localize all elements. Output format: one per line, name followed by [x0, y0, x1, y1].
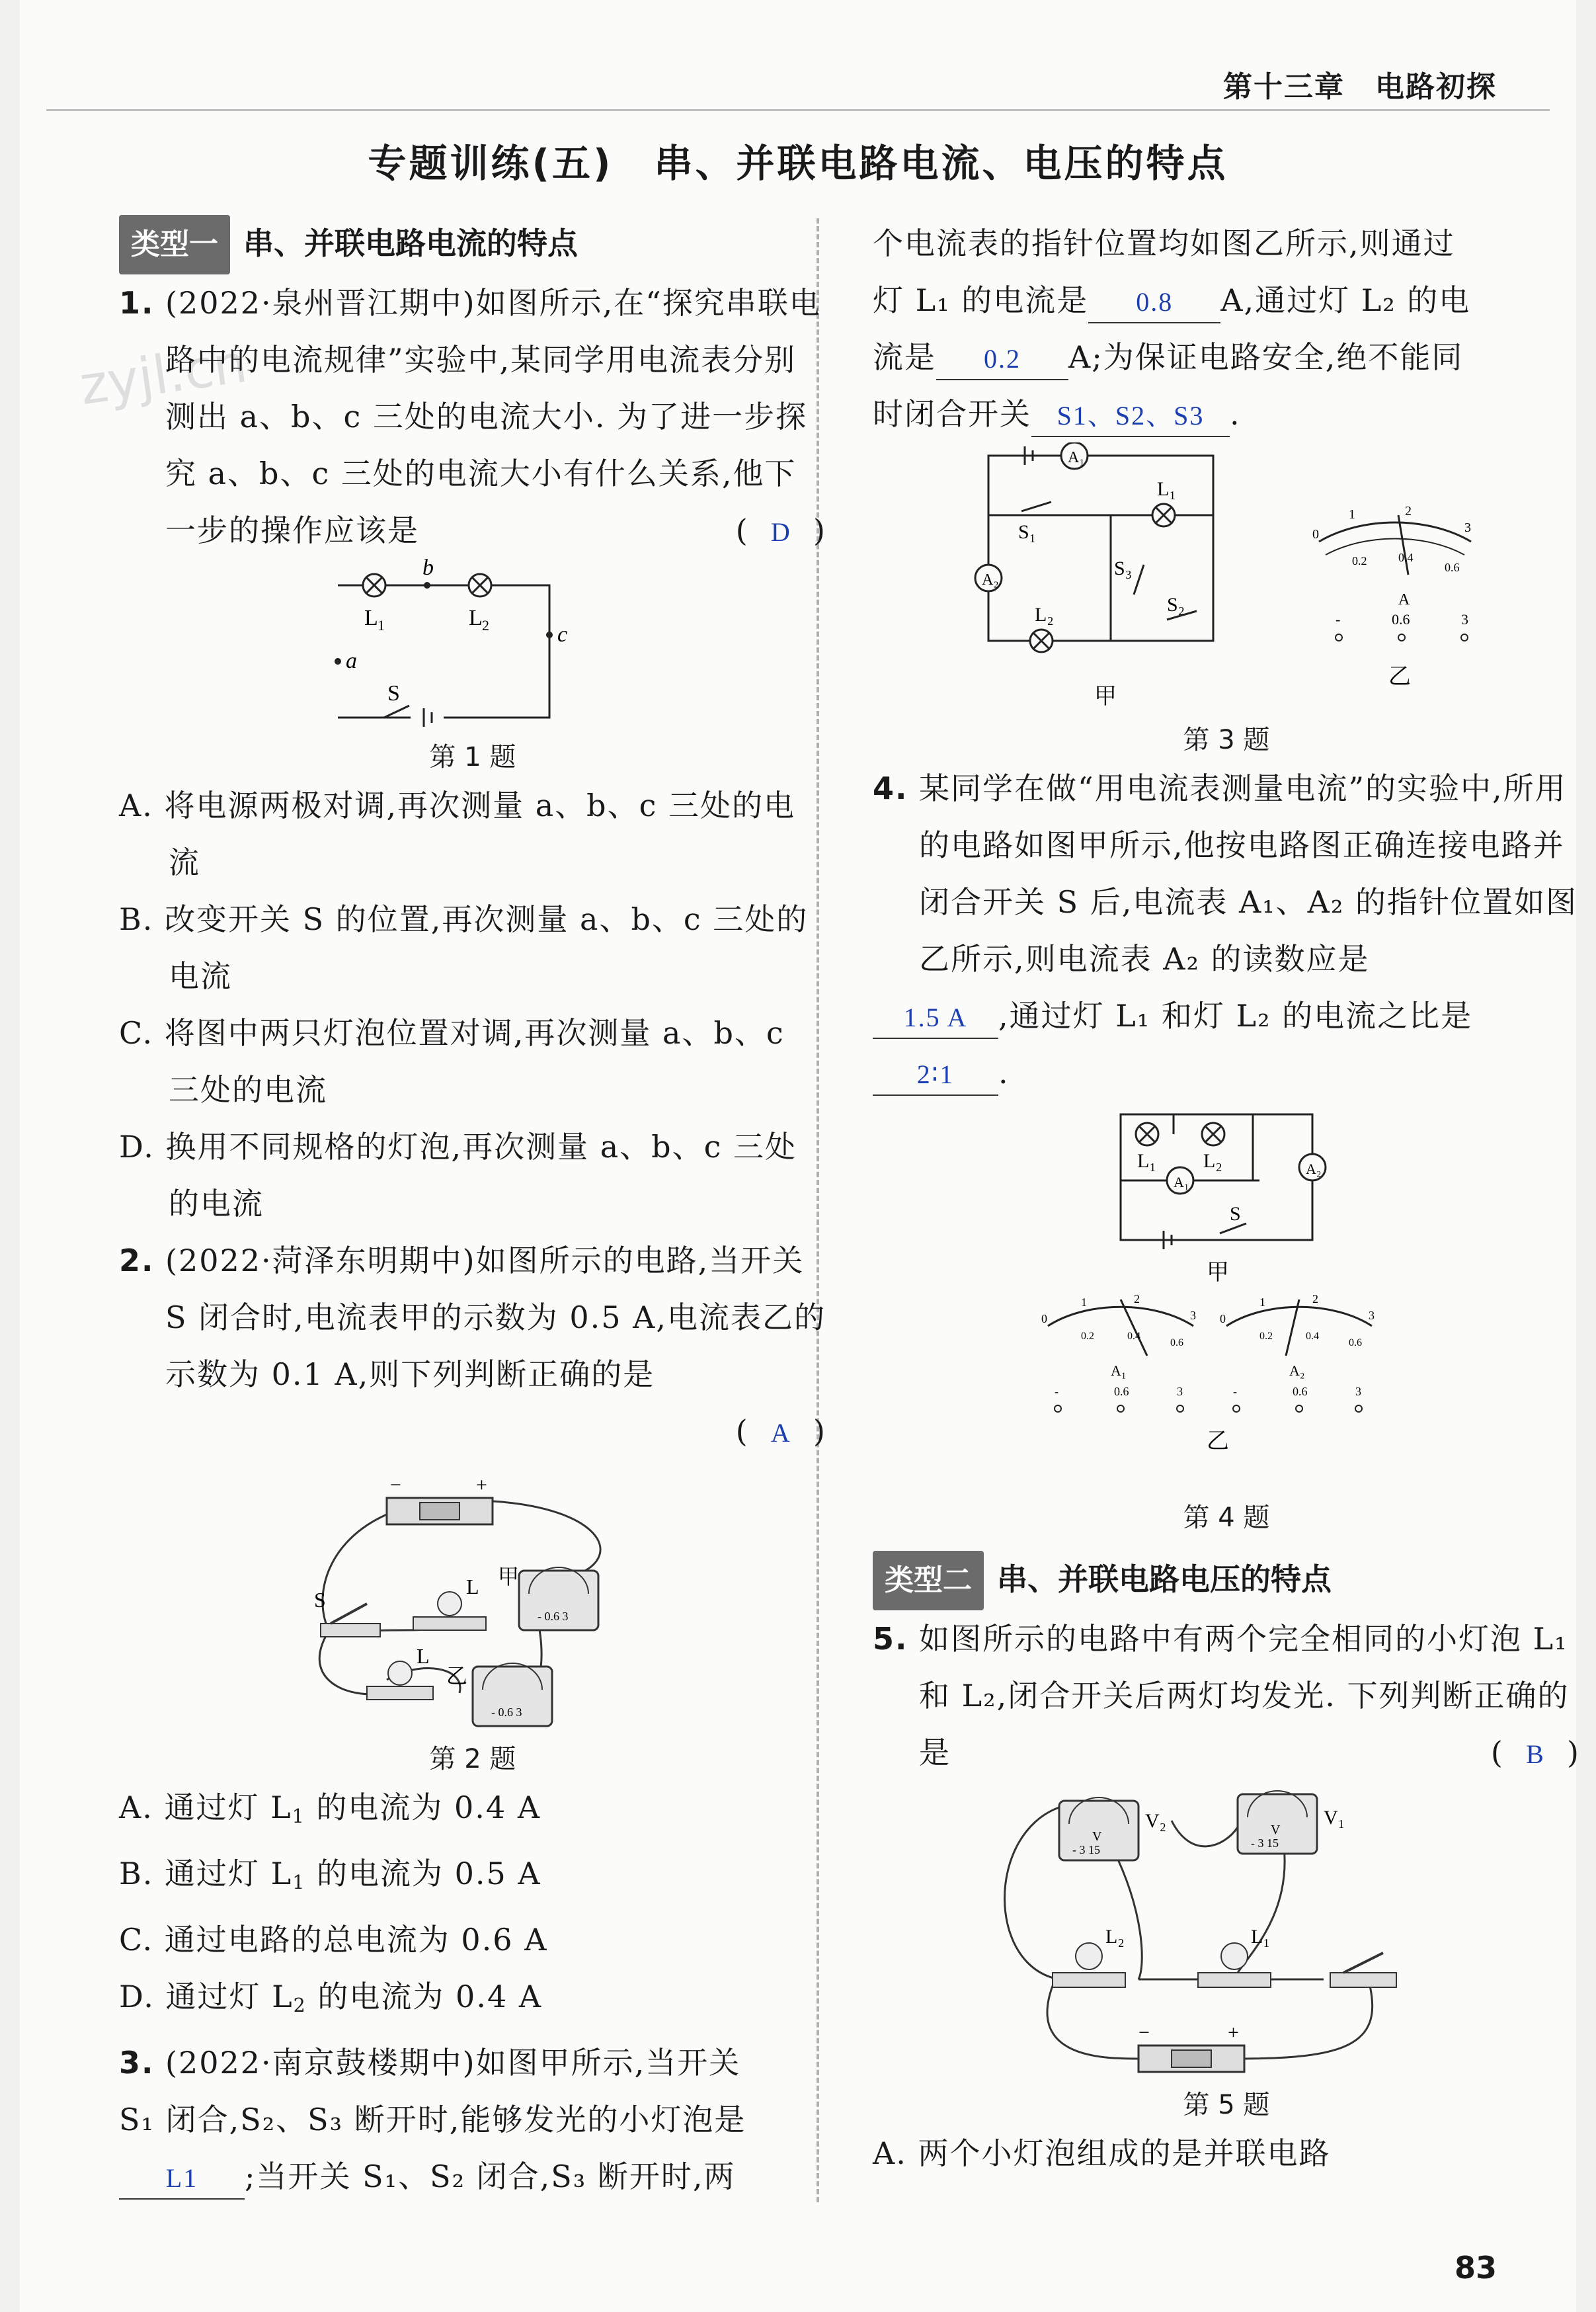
svg-text:3: 3	[1464, 520, 1471, 535]
q1-figure	[311, 559, 589, 737]
q4-blank-1: 1.5 A	[873, 998, 998, 1039]
q4-figure	[942, 1101, 1511, 1498]
q3-figure	[942, 442, 1511, 720]
q4-fig-yi: 乙	[1207, 1429, 1229, 1454]
svg-text:0.6: 0.6	[1170, 1337, 1183, 1348]
q3-text-3: ;当开关 S₁、S₂ 闭合,S₃ 断开时,两	[245, 2159, 736, 2195]
section-2-badge: 类型二	[873, 1551, 984, 1610]
q1-lamp-l2	[469, 574, 491, 597]
q5-voltmeter-v1	[1238, 1791, 1317, 1854]
svg-text:0: 0	[1312, 527, 1319, 542]
q3-blank-3: 0.2	[936, 339, 1068, 380]
q1-label-l1: L	[364, 606, 379, 630]
q3-line-6: 流是 0.2 A;为保证电路安全,绝不能同	[873, 329, 1580, 386]
svg-text:2: 2	[1312, 1292, 1318, 1305]
q2-number: 2.	[119, 1243, 155, 1278]
q3-number: 3.	[119, 2045, 155, 2081]
q5-minus: −	[1138, 2022, 1150, 2044]
svg-text:1: 1	[1259, 1296, 1265, 1309]
q5-label-v2: V₂	[1145, 1810, 1167, 1832]
q3-label-l1: L₁	[1157, 478, 1176, 500]
q4-line-3: 2∶1 .	[873, 1044, 1580, 1101]
question-2	[119, 1232, 826, 1403]
question-3-start	[119, 2034, 826, 2091]
q2-option-c: C. 通过电路的总电流为 0.6 A	[119, 1922, 548, 1958]
q4-ammeter-a1	[1167, 1167, 1193, 1194]
q3-label-l2: L₂	[1035, 604, 1054, 626]
svg-text:0.6: 0.6	[1293, 1385, 1308, 1398]
svg-text:0: 0	[1220, 1312, 1226, 1325]
q1-lamp-l1	[363, 574, 385, 597]
svg-text:A₁: A₁	[1068, 449, 1085, 466]
svg-text:0: 0	[1041, 1312, 1047, 1325]
q3-label-s2: S₂	[1167, 594, 1185, 616]
svg-text:A₂: A₂	[982, 571, 999, 589]
question-4	[873, 760, 1580, 987]
q1-option-a: A. 将电源两极对调,再次测量 a、b、c 三处的电流	[119, 788, 795, 880]
section-1-badge: 类型一	[119, 215, 230, 274]
q3-ammeter-a1	[1061, 442, 1088, 469]
svg-text:0.6: 0.6	[1392, 611, 1410, 628]
q5-figure	[973, 1781, 1436, 2085]
svg-text:0.4: 0.4	[1127, 1331, 1140, 1342]
q3-blank-4: S1、S2、S3	[1031, 396, 1230, 437]
q5-plus: +	[1228, 2022, 1240, 2044]
q4-lamp-l2	[1202, 1123, 1224, 1145]
q5-caption: 第 5 题	[1183, 2090, 1270, 2120]
svg-text:0.4: 0.4	[1398, 551, 1414, 564]
q2-answer-line: ( A )	[735, 1413, 826, 1449]
svg-text:V: V	[1092, 1829, 1102, 1844]
q4-ammeter-a2	[1299, 1154, 1326, 1180]
q1-label-a: a	[346, 649, 358, 673]
q5-answer-bracket: ( B )	[1490, 1735, 1580, 1770]
svg-text:3: 3	[1461, 611, 1468, 628]
q4-meter-a2	[1220, 1292, 1375, 1412]
section-2-title: 串、并联电路电压的特点	[997, 1561, 1332, 1597]
svg-text:V: V	[1271, 1823, 1281, 1837]
q3-blank-1: L1	[119, 2159, 245, 2200]
q4-blank-2: 2∶1	[873, 1055, 998, 1096]
q1-option-c: C. 将图中两只灯泡位置对调,再次测量 a、b、c 三处的电流	[119, 1015, 785, 1108]
q2-label-l2: L	[417, 1644, 430, 1668]
q3-meter-face	[1312, 504, 1471, 641]
q3-line-5: 灯 L₁ 的电流是 0.8 A,通过灯 L₂ 的电	[873, 272, 1580, 329]
q3-text-1: (2022·南京鼓楼期中)如图甲所示,当开关	[165, 2045, 741, 2081]
svg-text:- 3 15: - 3 15	[1072, 1843, 1101, 1856]
svg-text:0.2: 0.2	[1081, 1331, 1094, 1342]
q3-line-7: 时闭合开关 S1、S2、S3 .	[873, 386, 1580, 442]
svg-text:0.4: 0.4	[1306, 1331, 1319, 1342]
q3-text-4: 个电流表的指针位置均如图乙所示,则通过	[873, 226, 1455, 261]
q5-label-l1: L₁	[1251, 1926, 1271, 1948]
q3-text-2: S₁ 闭合,S₂、S₃ 断开时,能够发光的小灯泡是	[119, 2102, 746, 2138]
q3-lamp-l2	[1030, 630, 1053, 652]
q2-label-yi: 乙	[446, 1664, 468, 1688]
svg-text:0.6: 0.6	[1445, 561, 1460, 574]
q1-answer-bracket: ( D )	[735, 513, 826, 548]
q5-lamp-l1	[1198, 1943, 1271, 1987]
q2-option-b: B. 通过灯 $L_1$ 的电流为 0.5 A	[119, 1856, 541, 1894]
q4-label-l1: L₁	[1137, 1150, 1156, 1172]
svg-text:2: 2	[1134, 1292, 1140, 1305]
q4-caption: 第 4 题	[1183, 1503, 1270, 1533]
q5-label-v1: V₁	[1324, 1807, 1345, 1829]
svg-text:0.2: 0.2	[1352, 554, 1367, 567]
svg-text:A₂: A₂	[1289, 1362, 1305, 1379]
q1-label-c: c	[557, 622, 568, 647]
section-1-heading	[119, 215, 826, 274]
q2-figure	[288, 1462, 658, 1739]
svg-text:0.6: 0.6	[1349, 1337, 1362, 1348]
q1-label-s: S	[387, 681, 401, 706]
section-1-title: 串、并联电路电流的特点	[243, 226, 578, 261]
svg-text:3: 3	[1355, 1385, 1361, 1398]
q1-label-l2-sub: 2	[482, 617, 490, 634]
q5-option-a: A. 两个小灯泡组成的是并联电路	[873, 2135, 1331, 2171]
q2-label-s: S	[314, 1588, 326, 1612]
q3-fig-jia: 甲	[1094, 684, 1117, 709]
q2-jia-scale: - 0.6 3	[538, 1610, 569, 1623]
q3-line-3	[119, 2148, 826, 2205]
page-number: 83	[1454, 2250, 1497, 2286]
q1-text: (2022·泉州晋江期中)如图所示,在“探究串联电路中的电流规律”实验中,某同学用电流表分别测出 a、b、c 三处的电流大小. 为了进一步探究 a、b、c 三处的电流大小有什么关系,他下一步的操作应该是	[165, 285, 821, 548]
question-5	[873, 1610, 1580, 1781]
page-title: 专题训练(五) 串、并联电路电流、电压的特点	[368, 141, 1228, 186]
q2-minus: −	[390, 1474, 401, 1496]
q1-label-l2: L	[469, 606, 483, 630]
svg-text:1: 1	[1349, 507, 1355, 522]
svg-text:-: -	[1233, 1385, 1237, 1398]
q3-label-s3: S₃	[1114, 557, 1133, 579]
right-column	[873, 215, 1580, 2182]
q1-option-b: B. 改变开关 S 的位置,再次测量 a、b、c 三处的电流	[119, 901, 809, 994]
q4-lamp-l1	[1136, 1123, 1158, 1145]
svg-text:3: 3	[1177, 1385, 1183, 1398]
q4-label-s: S	[1230, 1203, 1241, 1225]
svg-text:-: -	[1336, 611, 1341, 628]
q5-voltmeter-v2	[1059, 1797, 1138, 1860]
q2-switch	[321, 1604, 380, 1637]
svg-text:-: -	[1055, 1385, 1058, 1398]
watermark: zyjl.cn	[75, 332, 251, 417]
svg-text:A: A	[1398, 591, 1410, 608]
q2-text: (2022·菏泽东明期中)如图所示的电路,当开关 S 闭合时,电流表甲的示数为 0.5 A,电流表乙的示数为 0.1 A,则下列判断正确的是	[165, 1243, 826, 1392]
q1-answer: D	[770, 517, 791, 547]
svg-text:A₁: A₁	[1174, 1174, 1189, 1190]
q5-label-l2: L₂	[1105, 1926, 1125, 1948]
svg-text:1: 1	[1081, 1296, 1087, 1309]
q2-battery	[387, 1498, 493, 1524]
q3-lamp-l1	[1152, 504, 1175, 526]
q4-number: 4.	[873, 770, 908, 806]
q5-text: 如图所示的电路中有两个完全相同的小灯泡 L₁ 和 L₂,闭合开关后两灯均发光. 下列判断正确的是	[919, 1621, 1570, 1770]
q4-line-2: 1.5 A ,通过灯 L₁ 和灯 L₂ 的电流之比是	[873, 987, 1580, 1044]
chapter-header: 第十三章 电路初探	[1223, 70, 1497, 104]
q5-switch	[1330, 1953, 1396, 1987]
section-2-heading	[873, 1551, 1580, 1610]
q1-caption: 第 1 题	[429, 742, 516, 772]
header-rule	[46, 109, 1550, 111]
left-column	[119, 215, 826, 2205]
svg-text:0.6: 0.6	[1114, 1385, 1129, 1398]
q1-number: 1.	[119, 285, 155, 321]
q3-blank-2: 0.8	[1088, 282, 1220, 323]
page	[20, 0, 1580, 2312]
q2-option-d: D. 通过灯 $L_2$ 的电流为 0.4 A	[119, 1979, 543, 2017]
q1-label-b: b	[422, 559, 434, 580]
q2-caption: 第 2 题	[429, 1744, 516, 1774]
q4-text-1: 某同学在做“用电流表测量电流”的实验中,所用的电路如图甲所示,他按电路图正确连接电路并闭合开关 S 后,电流表 A₁、A₂ 的指针位置如图乙所示,则电流表 A₂ 的读数应是	[919, 770, 1577, 977]
q3-caption: 第 3 题	[1183, 725, 1270, 755]
q4-label-l2: L₂	[1203, 1150, 1222, 1172]
q5-battery	[1138, 2045, 1244, 2072]
svg-text:0.2: 0.2	[1259, 1331, 1273, 1342]
q1-label-l1-sub: 1	[378, 617, 385, 634]
svg-text:- 3 15: - 3 15	[1251, 1837, 1279, 1850]
q2-option-a: A. 通过灯 $L_1$ 的电流为 0.4 A	[119, 1790, 541, 1828]
q4-fig-jia: 甲	[1207, 1260, 1229, 1285]
svg-text:A₂: A₂	[1306, 1161, 1322, 1177]
q5-answer: B	[1526, 1739, 1545, 1769]
svg-text:3: 3	[1369, 1309, 1375, 1322]
svg-text:A₁: A₁	[1111, 1362, 1127, 1379]
q3-label-s1: S₁	[1018, 521, 1037, 543]
q3-fig-yi: 乙	[1388, 665, 1411, 689]
svg-text:3: 3	[1190, 1309, 1196, 1322]
q2-label-l1: L	[466, 1575, 479, 1598]
q3-ammeter-a2	[975, 565, 1002, 591]
q2-label-jia: 甲	[498, 1565, 520, 1589]
q2-plus: +	[476, 1474, 487, 1496]
q1-option-d: D. 换用不同规格的灯泡,再次测量 a、b、c 三处的电流	[119, 1129, 797, 1221]
question-1	[119, 274, 826, 559]
q2-answer: A	[770, 1418, 791, 1448]
q5-lamp-l2	[1053, 1943, 1125, 1987]
svg-text:2: 2	[1405, 504, 1412, 518]
q2-yi-scale: - 0.6 3	[491, 1706, 522, 1719]
q5-number: 5.	[873, 1621, 908, 1657]
q4-meter-a1	[1041, 1292, 1196, 1412]
